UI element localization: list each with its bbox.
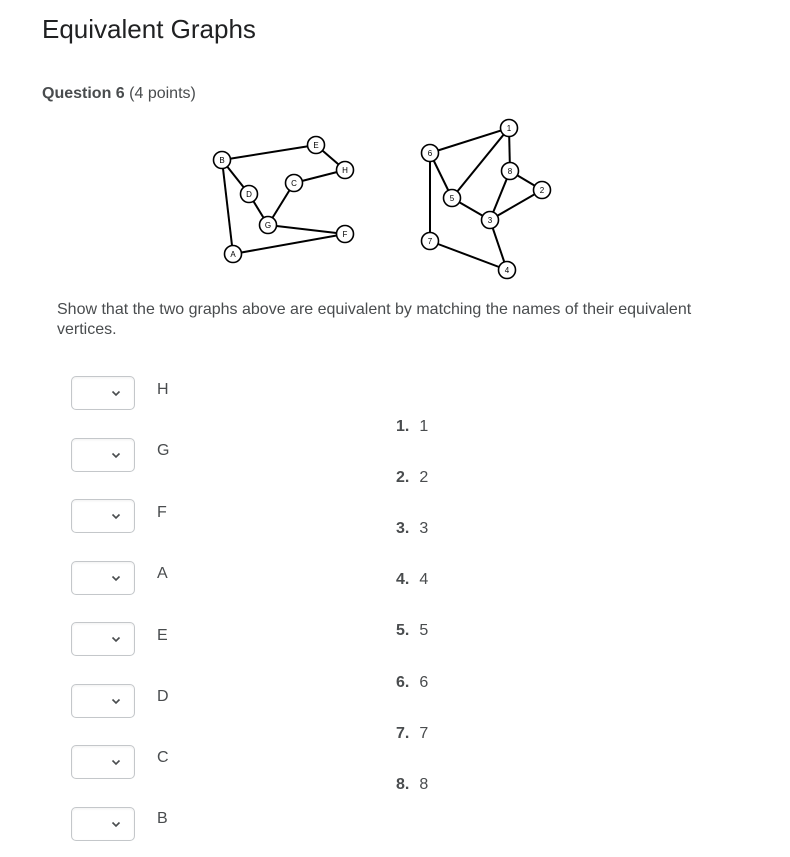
choice-1: 1. 1: [396, 418, 429, 435]
match-item-label: D: [157, 688, 169, 705]
edge-5-1: [452, 128, 509, 198]
chevron-down-icon: [110, 695, 122, 707]
match-select-f[interactable]: [71, 499, 135, 533]
svg-text:7: 7: [427, 237, 433, 246]
vertex-A: [225, 246, 242, 263]
svg-text:D: D: [246, 190, 252, 199]
vertex-3: [482, 212, 499, 229]
question-prompt: Show that the two graphs above are equivalent by matching the names of their equivalent vertices.: [57, 301, 692, 338]
svg-text:F: F: [342, 230, 348, 239]
match-item-label: E: [157, 627, 168, 644]
vertex-C: [286, 175, 303, 192]
match-select-a[interactable]: [71, 561, 135, 595]
svg-text:4: 4: [504, 266, 510, 275]
match-select-e[interactable]: [71, 622, 135, 656]
vertex-8: [502, 163, 519, 180]
edge-G-F: [268, 225, 345, 234]
svg-text:G: G: [264, 221, 272, 230]
edge-A-F: [233, 234, 345, 254]
page-title: Equivalent Graphs: [42, 14, 256, 44]
match-item-label: C: [157, 749, 169, 766]
match-item-label: F: [157, 504, 167, 521]
vertex-G: [260, 217, 277, 234]
svg-text:A: A: [230, 250, 236, 259]
vertex-E: [308, 137, 325, 154]
match-select-b[interactable]: [71, 807, 135, 841]
svg-text:6: 6: [427, 149, 433, 158]
vertex-H: [337, 162, 354, 179]
svg-text:H: H: [342, 166, 348, 175]
vertex-5: [444, 190, 461, 207]
edge-B-A: [222, 160, 233, 254]
question-number: Question 6: [42, 85, 125, 102]
vertex-2: [534, 182, 551, 199]
chevron-down-icon: [110, 633, 122, 645]
svg-text:3: 3: [487, 216, 493, 225]
svg-text:B: B: [219, 156, 225, 165]
match-item-label: G: [157, 442, 170, 459]
chevron-down-icon: [110, 387, 122, 399]
chevron-down-icon: [110, 449, 122, 461]
match-select-c[interactable]: [71, 745, 135, 779]
choice-3: 3. 3: [396, 520, 429, 537]
vertex-F: [337, 226, 354, 243]
match-item-label: B: [157, 810, 168, 827]
chevron-down-icon: [110, 510, 122, 522]
edge-4-7: [430, 241, 507, 270]
choice-2: 2. 2: [396, 469, 429, 486]
vertex-B: [214, 152, 231, 169]
match-select-h[interactable]: [71, 376, 135, 410]
vertex-4: [499, 262, 516, 279]
question-points: (4 points): [129, 85, 196, 102]
choice-5: 5. 5: [396, 622, 429, 639]
svg-text:2: 2: [539, 186, 545, 195]
vertex-7: [422, 233, 439, 250]
edge-B-E: [222, 145, 316, 160]
choice-4: 4. 4: [396, 571, 429, 588]
graphs-figure: [190, 110, 570, 285]
svg-text:C: C: [291, 179, 297, 188]
svg-text:8: 8: [507, 167, 513, 176]
vertex-6: [422, 145, 439, 162]
right-graph-vertices: [422, 120, 551, 279]
vertex-D: [241, 186, 258, 203]
left-graph-edges: [222, 145, 345, 254]
edge-6-1: [430, 128, 509, 153]
svg-text:1: 1: [506, 124, 512, 133]
choice-8: 8. 8: [396, 776, 429, 793]
chevron-down-icon: [110, 756, 122, 768]
choice-7: 7. 7: [396, 725, 429, 742]
vertex-1: [501, 120, 518, 137]
chevron-down-icon: [110, 818, 122, 830]
question-header: [42, 85, 196, 103]
svg-text:E: E: [313, 141, 319, 150]
match-select-d[interactable]: [71, 684, 135, 718]
svg-text:5: 5: [449, 194, 455, 203]
match-select-g[interactable]: [71, 438, 135, 472]
match-item-label: A: [157, 565, 168, 582]
choice-6: 6. 6: [396, 674, 429, 691]
match-item-label: H: [157, 381, 169, 398]
chevron-down-icon: [110, 572, 122, 584]
